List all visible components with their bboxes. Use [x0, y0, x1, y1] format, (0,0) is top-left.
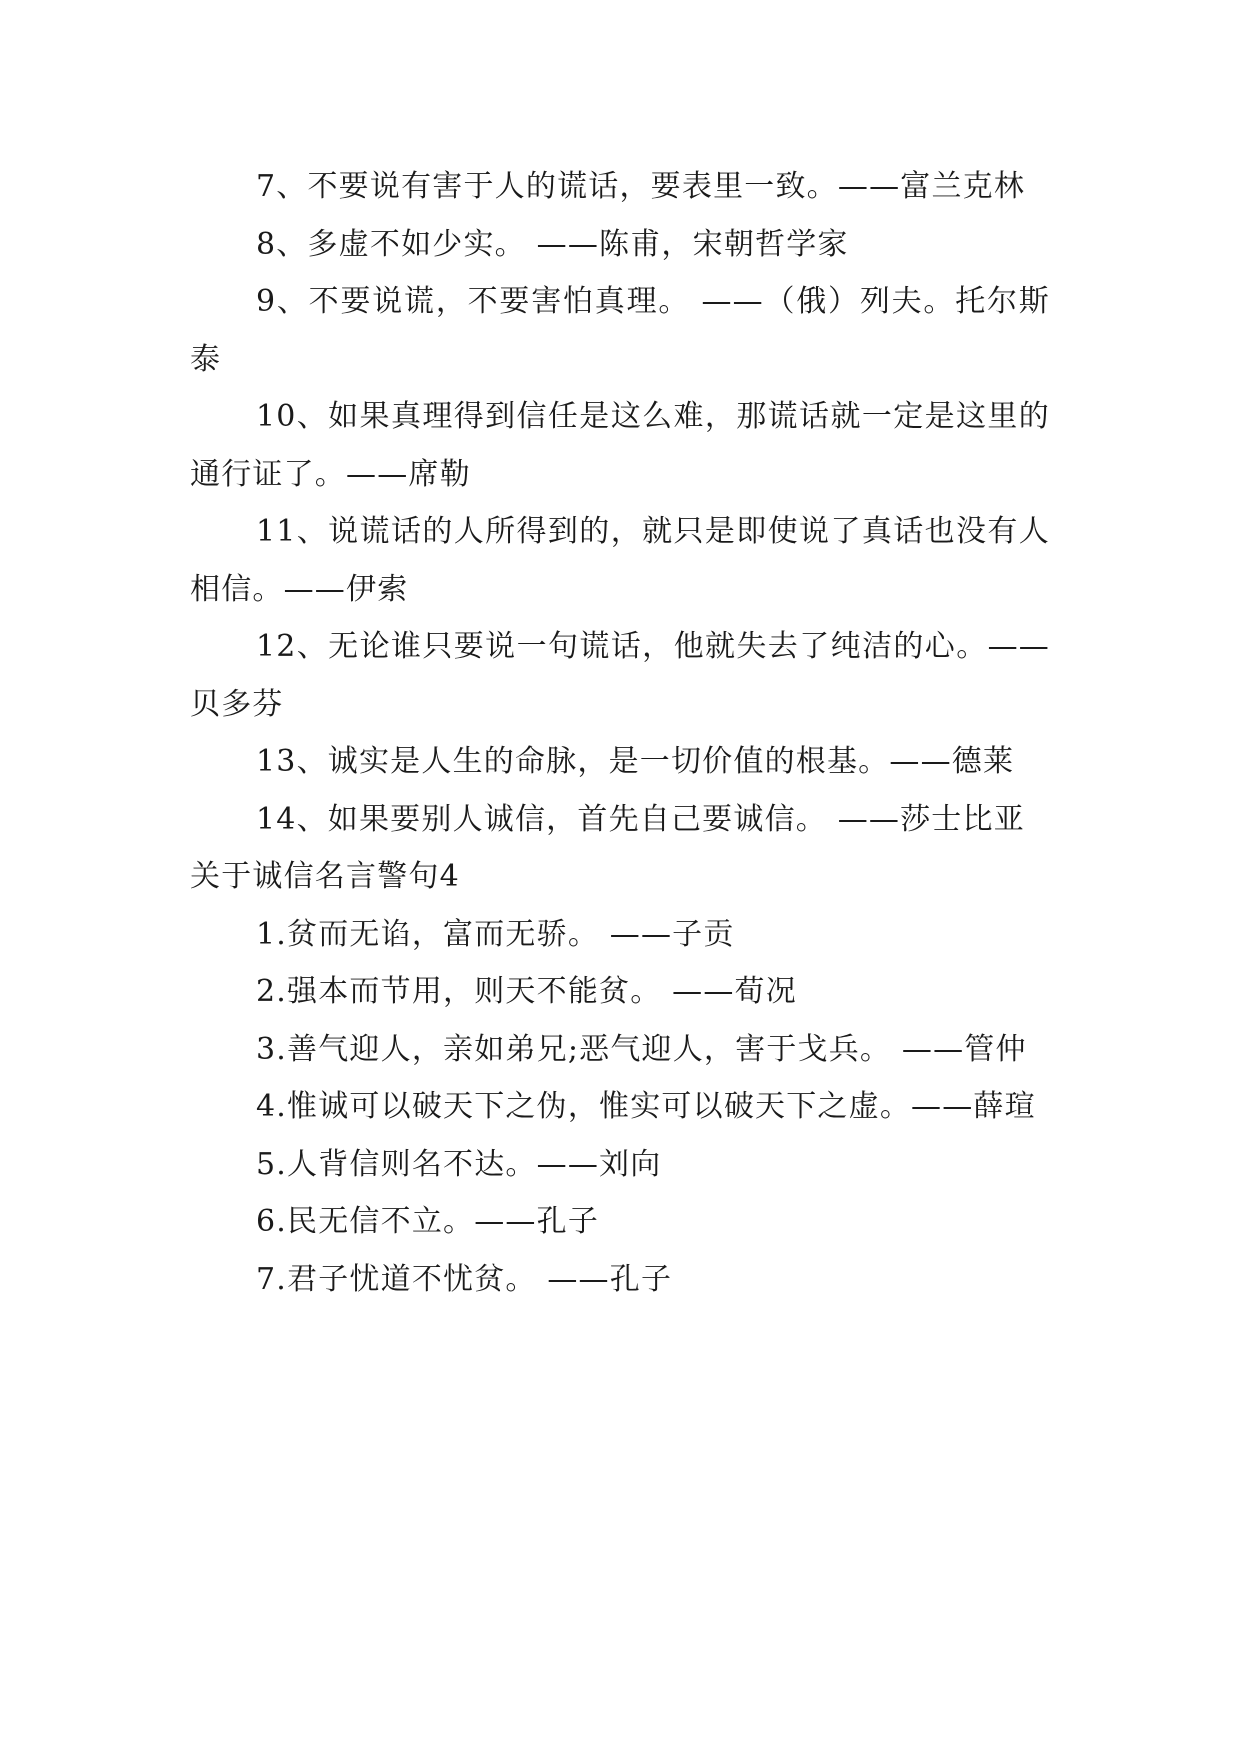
quote-paragraph: 7、不要说有害于人的谎话，要表里一致。——富兰克林	[256, 169, 1026, 204]
quote-paragraph: 4.惟诚可以破天下之伪，惟实可以破天下之虚。——薛瑄	[256, 1089, 1036, 1124]
quote-paragraph: 8、多虚不如少实。 ——陈甫，宋朝哲学家	[256, 226, 849, 262]
quote-paragraph: 6.民无信不立。——孔子	[256, 1204, 600, 1239]
quote-paragraph: 10、如果真理得到信任是这么难，那谎话就一定是这里的通行证了。——席勒	[190, 399, 1050, 492]
document-body	[190, 158, 1050, 1308]
quote-paragraph: 11、说谎话的人所得到的，就只是即使说了真话也没有人相信。——伊索	[190, 514, 1050, 607]
quote-paragraph: 9、不要说谎，不要害怕真理。 ——（俄）列夫。托尔斯泰	[190, 284, 1050, 377]
quote-paragraph: 13、诚实是人生的命脉，是一切价值的根基。——德莱	[256, 744, 1015, 779]
quote-paragraph: 7.君子忧道不忧贫。 ——孔子	[256, 1261, 673, 1297]
quote-paragraph: 3.善气迎人，亲如弟兄;恶气迎人，害于戈兵。 ——管仲	[256, 1031, 1027, 1067]
section-heading: 关于诚信名言警句4	[190, 859, 460, 894]
quote-paragraph: 5.人背信则名不达。——刘向	[256, 1146, 662, 1182]
quote-paragraph: 2.强本而节用，则天不能贫。 ——荀况	[256, 974, 797, 1009]
quote-paragraph: 14、如果要别人诚信，首先自己要诚信。 ——莎士比亚	[256, 801, 1025, 837]
quote-paragraph: 1.贫而无谄，富而无骄。 ——子贡	[256, 916, 735, 952]
quote-paragraph: 12、无论谁只要说一句谎话，他就失去了纯洁的心。——贝多芬	[190, 629, 1050, 722]
